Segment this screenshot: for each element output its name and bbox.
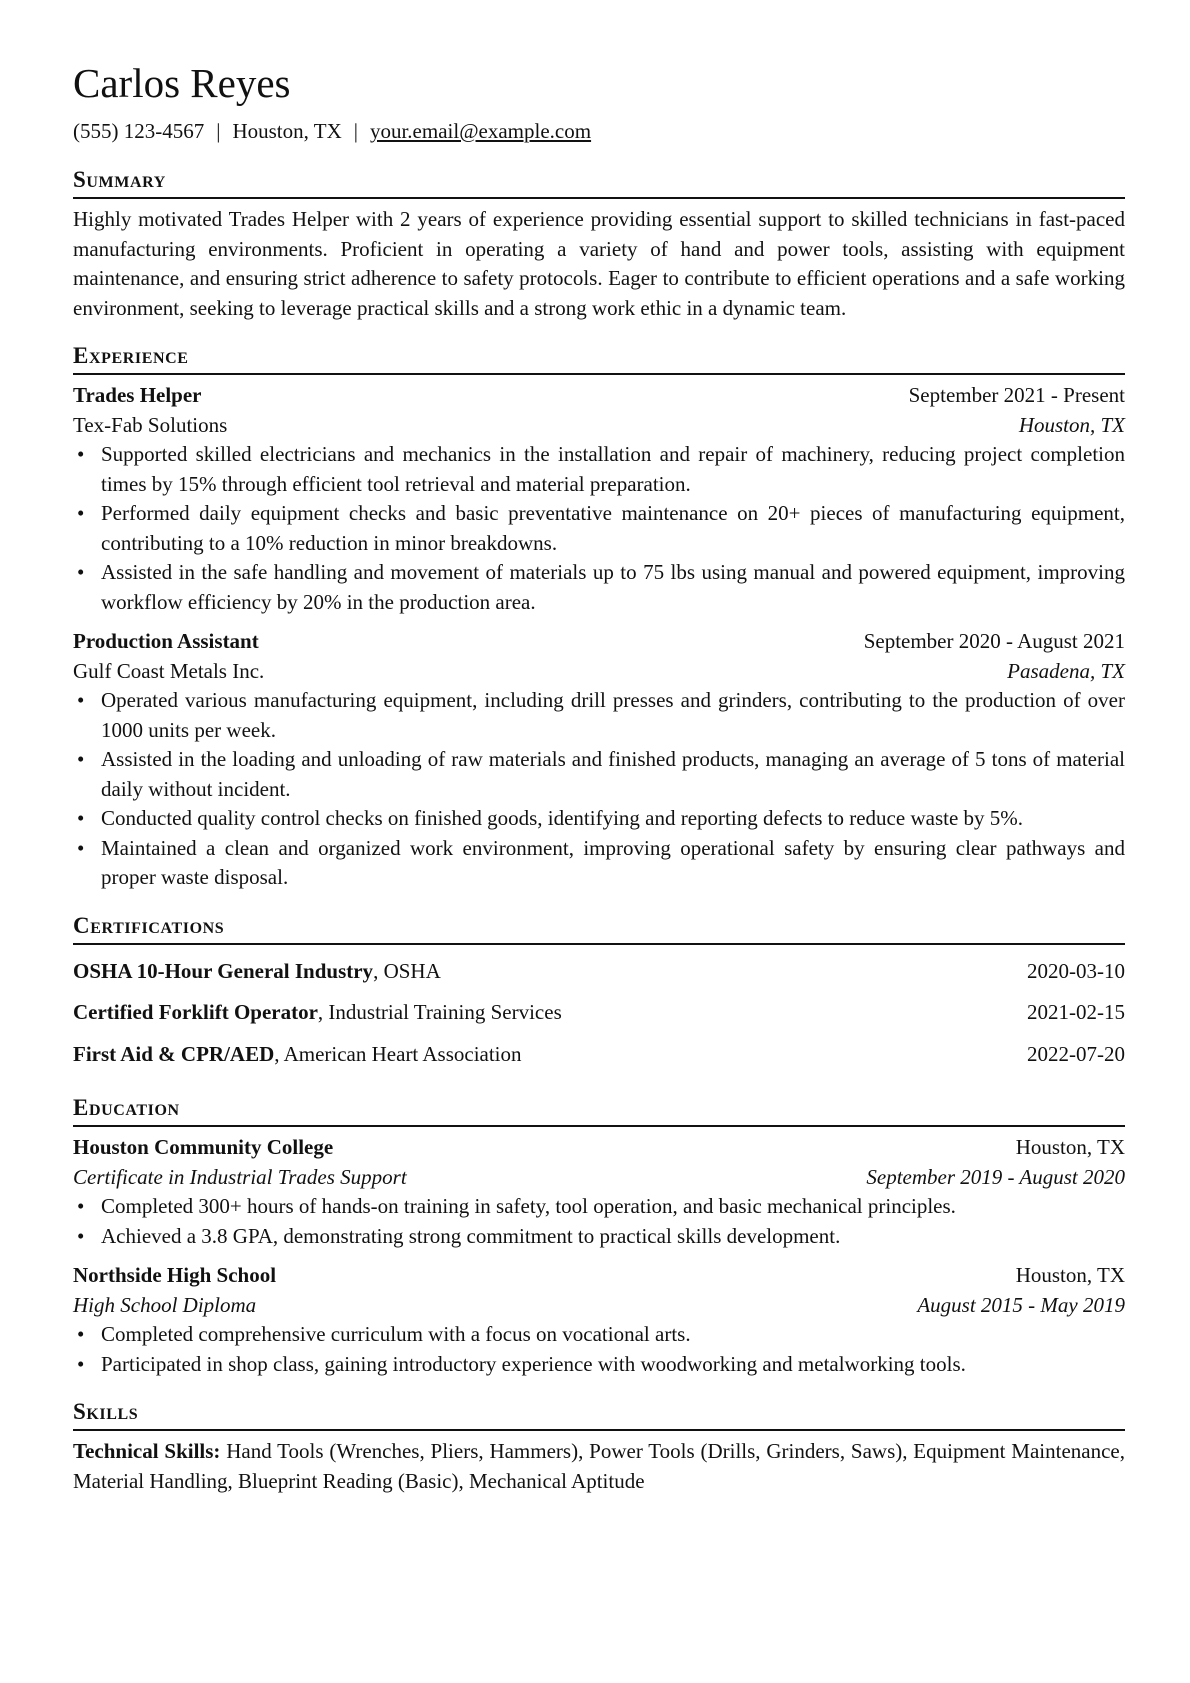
job-entry [73, 627, 1125, 893]
cert-date: 2022-07-20 [1027, 1041, 1125, 1066]
skills-label: Technical Skills: [73, 1439, 221, 1463]
entry-row [73, 627, 1125, 657]
entry-row [73, 1291, 1125, 1321]
school-location: Houston, TX [1015, 1263, 1125, 1287]
company: Gulf Coast Metals Inc. [73, 658, 265, 683]
candidate-name: Carlos Reyes [73, 60, 291, 106]
bullet-item: • Assisted in the safe handling and movement of materials up to 75 lbs using manual and powered equipment, improving workflow efficiency by 20% in the production area. [101, 558, 1125, 617]
bullet-item: • Completed 300+ hours of hands-on training in safety, tool operation, and basic mechanical principles. [101, 1192, 1125, 1222]
separator: | [353, 119, 358, 143]
job-location: Houston, TX [1018, 412, 1125, 437]
cert-text [73, 1034, 522, 1076]
cert-text [73, 951, 441, 993]
entry-row [73, 411, 1125, 441]
section-heading: Skills [73, 1397, 1125, 1431]
job-dates: September 2021 - Present [908, 383, 1125, 407]
bullet-item: • Supported skilled electricians and mechanics in the installation and repair of machinery, reducing project completion times by 15% through efficient tool retrieval and material preparation. [101, 440, 1125, 499]
entry-row [73, 1261, 1125, 1291]
bullet-item: • Performed daily equipment checks and basic preventative maintenance on 20+ pieces of manufacturing equipment, contributing to a 10% reduction in minor breakdowns. [101, 499, 1125, 558]
cert-date: 2020-03-10 [1027, 958, 1125, 983]
experience-section [73, 341, 1125, 893]
resume [73, 58, 1125, 1514]
certifications-section [73, 911, 1125, 1076]
school-name: Houston Community College [73, 1135, 334, 1159]
cert-issuer: , American Heart Association [274, 1041, 522, 1066]
entry-row [73, 381, 1125, 411]
bullet-list [73, 1320, 1125, 1379]
bullet-item: • Assisted in the loading and unloading of raw materials and finished products, managing an average of 5 tons of material daily without incident. [101, 745, 1125, 804]
education-entry [73, 1133, 1125, 1251]
contact-line [73, 117, 1125, 145]
section-heading: Education [73, 1093, 1125, 1127]
bullet-list [73, 440, 1125, 617]
job-dates: September 2020 - August 2021 [863, 629, 1125, 653]
skills-section [73, 1397, 1125, 1496]
entry-row [73, 1163, 1125, 1193]
bullet-item: • Completed comprehensive curriculum with a focus on vocational arts. [101, 1320, 1125, 1350]
bullet-item: • Operated various manufacturing equipment, including drill presses and grinders, contributing to the production of over 1000 units per week. [101, 686, 1125, 745]
education-section [73, 1093, 1125, 1379]
phone: (555) 123-4567 [73, 119, 205, 143]
section-heading: Summary [73, 165, 1125, 199]
bullet-item: • Achieved a 3.8 GPA, demonstrating strong commitment to practical skills development. [101, 1222, 1125, 1252]
summary-text: Highly motivated Trades Helper with 2 years of experience providing essential support to skilled technicians in fast-paced manufacturing environments. Proficient in operating a variety of hand and power tools, assisting with equipment maintenance, and ensuring strict adherence to safety protocols. Eager to contribute to efficient operations and a safe working environment, seeking to leverage practical skills and a strong work ethic in a dynamic team. [73, 207, 1125, 320]
section-heading: Certifications [73, 911, 1125, 945]
school-location: Houston, TX [1015, 1135, 1125, 1159]
cert-name: Certified Forklift Operator [73, 1000, 318, 1024]
company: Tex-Fab Solutions [73, 412, 228, 437]
summary-section [73, 165, 1125, 323]
email-link[interactable]: your.email@example.com [369, 119, 592, 143]
job-title: Trades Helper [73, 383, 202, 407]
location: Houston, TX [232, 119, 342, 143]
bullet-item: • Maintained a clean and organized work environment, improving operational safety by ensuring clear pathways and proper waste disposal. [101, 834, 1125, 893]
entry-row [73, 657, 1125, 687]
education-entry [73, 1261, 1125, 1379]
cert-item [73, 1034, 1125, 1076]
skills-text [73, 1437, 1125, 1496]
cert-name: OSHA 10-Hour General Industry [73, 958, 374, 983]
cert-issuer: , Industrial Training Services [317, 1000, 562, 1024]
degree: High School Diploma [73, 1292, 257, 1317]
edu-dates: September 2019 - August 2020 [866, 1164, 1125, 1189]
cert-item [73, 992, 1125, 1034]
bullet-list [73, 686, 1125, 893]
job-location: Pasadena, TX [1007, 658, 1125, 683]
skills-list: Hand Tools (Wrenches, Pliers, Hammers), Power Tools (Drills, Grinders, Saws), Equipment Maintenance, Material Handling, Blueprint Reading (Basic), Mechanical Aptitude [73, 1439, 1125, 1493]
cert-date: 2021-02-15 [1027, 1000, 1125, 1024]
bullet-list [73, 1192, 1125, 1251]
separator: | [216, 119, 221, 143]
school-name: Northside High School [73, 1263, 277, 1287]
cert-item [73, 951, 1125, 993]
cert-text [73, 992, 562, 1034]
section-heading: Experience [73, 341, 1125, 375]
bullet-item: • Conducted quality control checks on finished goods, identifying and reporting defects to reduce waste by 5%. [101, 804, 1125, 834]
cert-issuer: , OSHA [373, 958, 441, 983]
bullet-item: • Participated in shop class, gaining introductory experience with woodworking and metalworking tools. [101, 1350, 1125, 1380]
job-title: Production Assistant [73, 629, 259, 653]
edu-dates: August 2015 - May 2019 [917, 1292, 1125, 1317]
degree: Certificate in Industrial Trades Support [73, 1164, 407, 1189]
cert-name: First Aid & CPR/AED [73, 1041, 275, 1066]
job-entry [73, 381, 1125, 617]
entry-row [73, 1133, 1125, 1163]
